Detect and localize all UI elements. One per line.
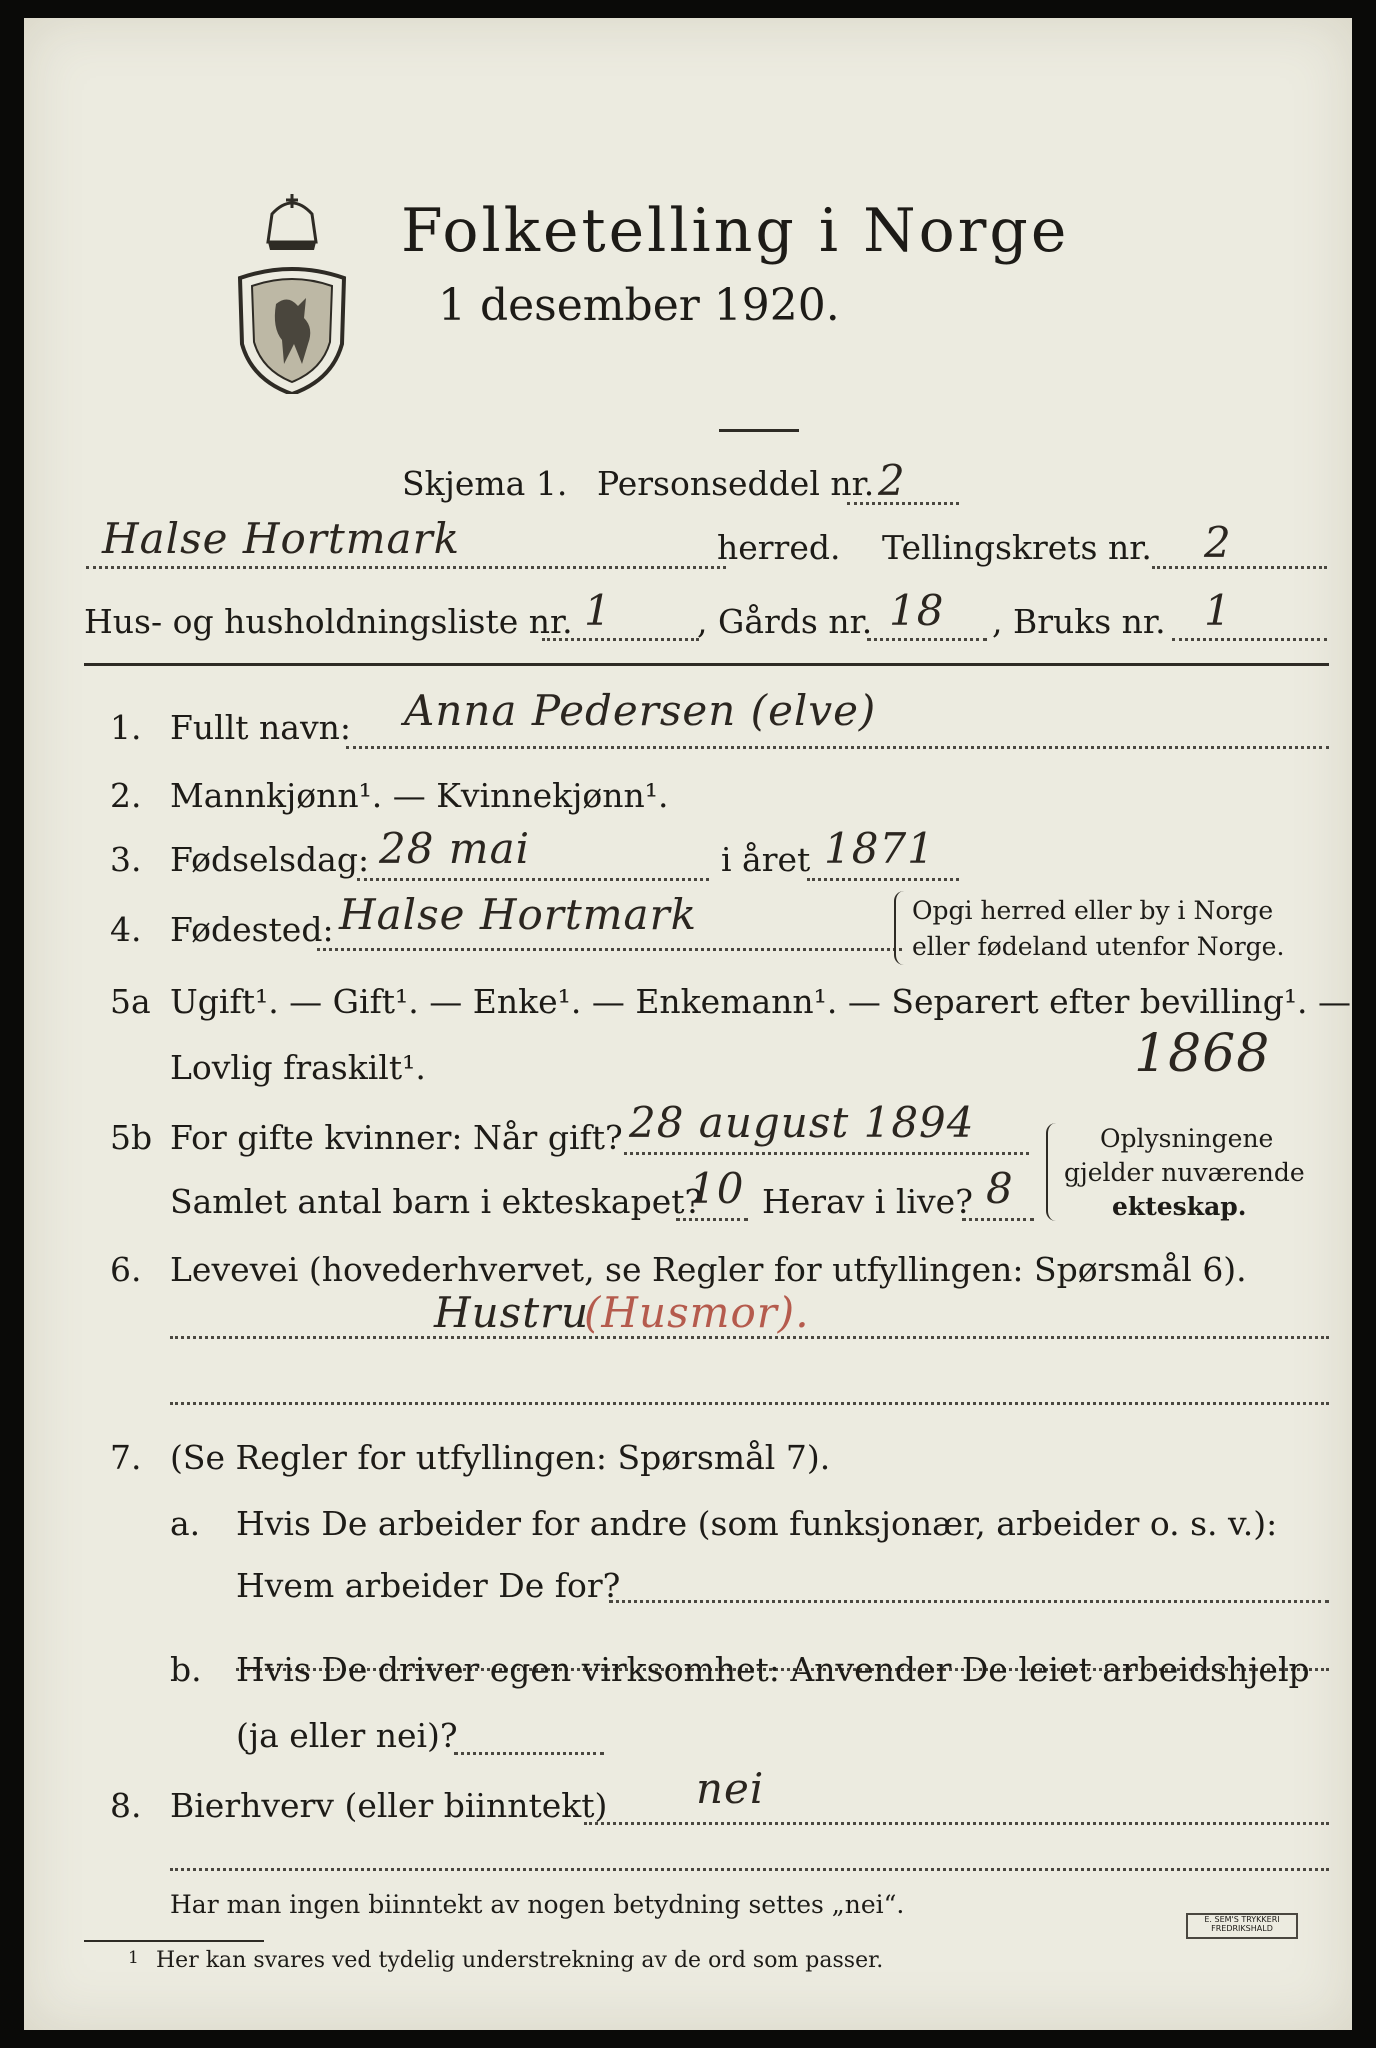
q4-line xyxy=(317,948,902,951)
q4-brace xyxy=(894,891,908,965)
q5b-note-line1: Oplysningene xyxy=(1100,1124,1274,1153)
tellingskrets-label: Tellingskrets nr. xyxy=(882,528,1152,567)
q1-number: 1. xyxy=(110,708,142,747)
q6-line-2 xyxy=(170,1402,1329,1405)
q3-year-value[interactable]: 1871 xyxy=(824,824,935,873)
q5b-note-line2: gjelder nuværende xyxy=(1064,1158,1305,1187)
q7b-line2: (ja eller nei)? xyxy=(236,1716,458,1755)
gards-line xyxy=(867,638,987,641)
q5b-alive-label: Herav i live? xyxy=(762,1182,973,1221)
footer-note: Har man ingen biinntekt av nogen betydning settes „nei“. xyxy=(170,1890,905,1919)
q6-line xyxy=(170,1336,1329,1339)
herred-line xyxy=(86,566,726,569)
gards-value[interactable]: 18 xyxy=(889,586,945,635)
bruks-value[interactable]: 1 xyxy=(1204,586,1232,635)
schema-label: Skjema 1. xyxy=(402,464,568,503)
q5b-when-line xyxy=(624,1152,1029,1155)
q5b-children-label: Samlet antal barn i ekteskapet? xyxy=(170,1182,703,1221)
tellingskrets-line xyxy=(1152,566,1327,569)
q3-year-label: i året xyxy=(721,840,811,879)
q8-number: 8. xyxy=(110,1786,142,1825)
census-form xyxy=(24,18,1352,2030)
q4-note-line1: Opgi herred eller by i Norge xyxy=(912,896,1274,925)
husliste-line xyxy=(542,638,699,641)
tellingskrets-value[interactable]: 2 xyxy=(1204,518,1232,567)
q5a-options-2[interactable]: Lovlig fraskilt¹. xyxy=(170,1048,426,1087)
q6-number: 6. xyxy=(110,1250,142,1289)
q7b-number: b. xyxy=(170,1650,202,1689)
q8-line-2 xyxy=(170,1868,1329,1871)
q7a-line xyxy=(609,1600,1329,1603)
bruks-line xyxy=(1172,638,1327,641)
q7b-line1: Hvis De driver egen virksomhet: Anvender De leiet arbeidshjelp xyxy=(236,1650,1310,1689)
q1-value[interactable]: Anna Pedersen (elve) xyxy=(404,686,877,735)
bruks-label: , Bruks nr. xyxy=(992,602,1166,641)
q5b-alive-line xyxy=(962,1218,1034,1221)
coat-of-arms-icon xyxy=(232,194,352,394)
q5a-number: 5a xyxy=(110,982,151,1021)
title-divider xyxy=(719,429,799,432)
q6-value[interactable]: Hustru xyxy=(434,1288,590,1337)
q7b-line xyxy=(454,1752,604,1755)
q2-number: 2. xyxy=(110,776,142,815)
form-title: Folketelling i Norge xyxy=(401,196,1070,266)
herred-value[interactable]: Halse Hortmark xyxy=(102,514,461,563)
husliste-value[interactable]: 1 xyxy=(584,586,612,635)
q5b-children-line xyxy=(676,1218,748,1221)
header-rule xyxy=(84,663,1329,666)
q5b-note-line3: ekteskap. xyxy=(1112,1192,1247,1221)
q6-label: Levevei (hovederhvervet, se Regler for utfyllingen: Spørsmål 6). xyxy=(170,1250,1247,1289)
q8-value[interactable]: nei xyxy=(696,1764,765,1813)
q4-note-line2: eller fødeland utenfor Norge. xyxy=(912,932,1285,961)
gards-label: , Gårds nr. xyxy=(697,602,873,641)
q1-line xyxy=(346,746,1329,749)
personseddel-label: Personseddel nr. xyxy=(597,464,875,503)
q4-label: Fødested: xyxy=(170,910,334,949)
q4-value[interactable]: Halse Hortmark xyxy=(339,890,698,939)
footnote-mark: 1 xyxy=(128,1948,139,1968)
q5b-when-label: For gifte kvinner: Når gift? xyxy=(170,1118,623,1157)
herred-label: herred. xyxy=(717,528,841,567)
q7-label: (Se Regler for utfyllingen: Spørsmål 7). xyxy=(170,1438,831,1477)
q7-number: 7. xyxy=(110,1438,142,1477)
q3-year-line xyxy=(807,878,959,881)
q5a-annotation: 1868 xyxy=(1134,1024,1271,1084)
q5b-children-value[interactable]: 10 xyxy=(689,1164,745,1213)
q5b-when-value[interactable]: 28 august 1894 xyxy=(629,1098,975,1147)
footnote-rule xyxy=(84,1940,264,1942)
form-date: 1 desember 1920. xyxy=(438,280,840,331)
q7a-line2: Hvem arbeider De for? xyxy=(236,1566,621,1605)
q7a-line1: Hvis De arbeider for andre (som funksjonær, arbeider o. s. v.): xyxy=(236,1504,1278,1543)
q8-label: Bierhverv (eller biinntekt) xyxy=(170,1786,608,1825)
q1-label: Fullt navn: xyxy=(170,708,351,747)
q3-date-value[interactable]: 28 mai xyxy=(379,824,531,873)
q7a-number: a. xyxy=(170,1504,201,1543)
q4-number: 4. xyxy=(110,910,142,949)
q3-date-line xyxy=(357,878,709,881)
q5b-alive-value[interactable]: 8 xyxy=(986,1164,1014,1213)
q5a-options[interactable]: Ugift¹. — Gift¹. — Enke¹. — Enkemann¹. — Separert efter bevilling¹. — xyxy=(170,982,1352,1021)
q6-value-red[interactable]: (Husmor). xyxy=(584,1288,810,1337)
q2-options[interactable]: Mannkjønn¹. — Kvinnekjønn¹. xyxy=(170,776,669,815)
q3-number: 3. xyxy=(110,840,142,879)
printer-stamp: E. SEM'S TRYKKERI FREDRIKSHALD xyxy=(1186,1913,1298,1939)
q5b-brace xyxy=(1046,1123,1060,1221)
husliste-label: Hus- og husholdningsliste nr. xyxy=(84,602,573,641)
q8-line xyxy=(584,1822,1329,1825)
personseddel-value[interactable]: 2 xyxy=(878,456,906,505)
footnote: Her kan svares ved tydelig understrekning av de ord som passer. xyxy=(156,1948,884,1973)
q5b-number: 5b xyxy=(110,1118,153,1157)
q3-label: Fødselsdag: xyxy=(170,840,370,879)
